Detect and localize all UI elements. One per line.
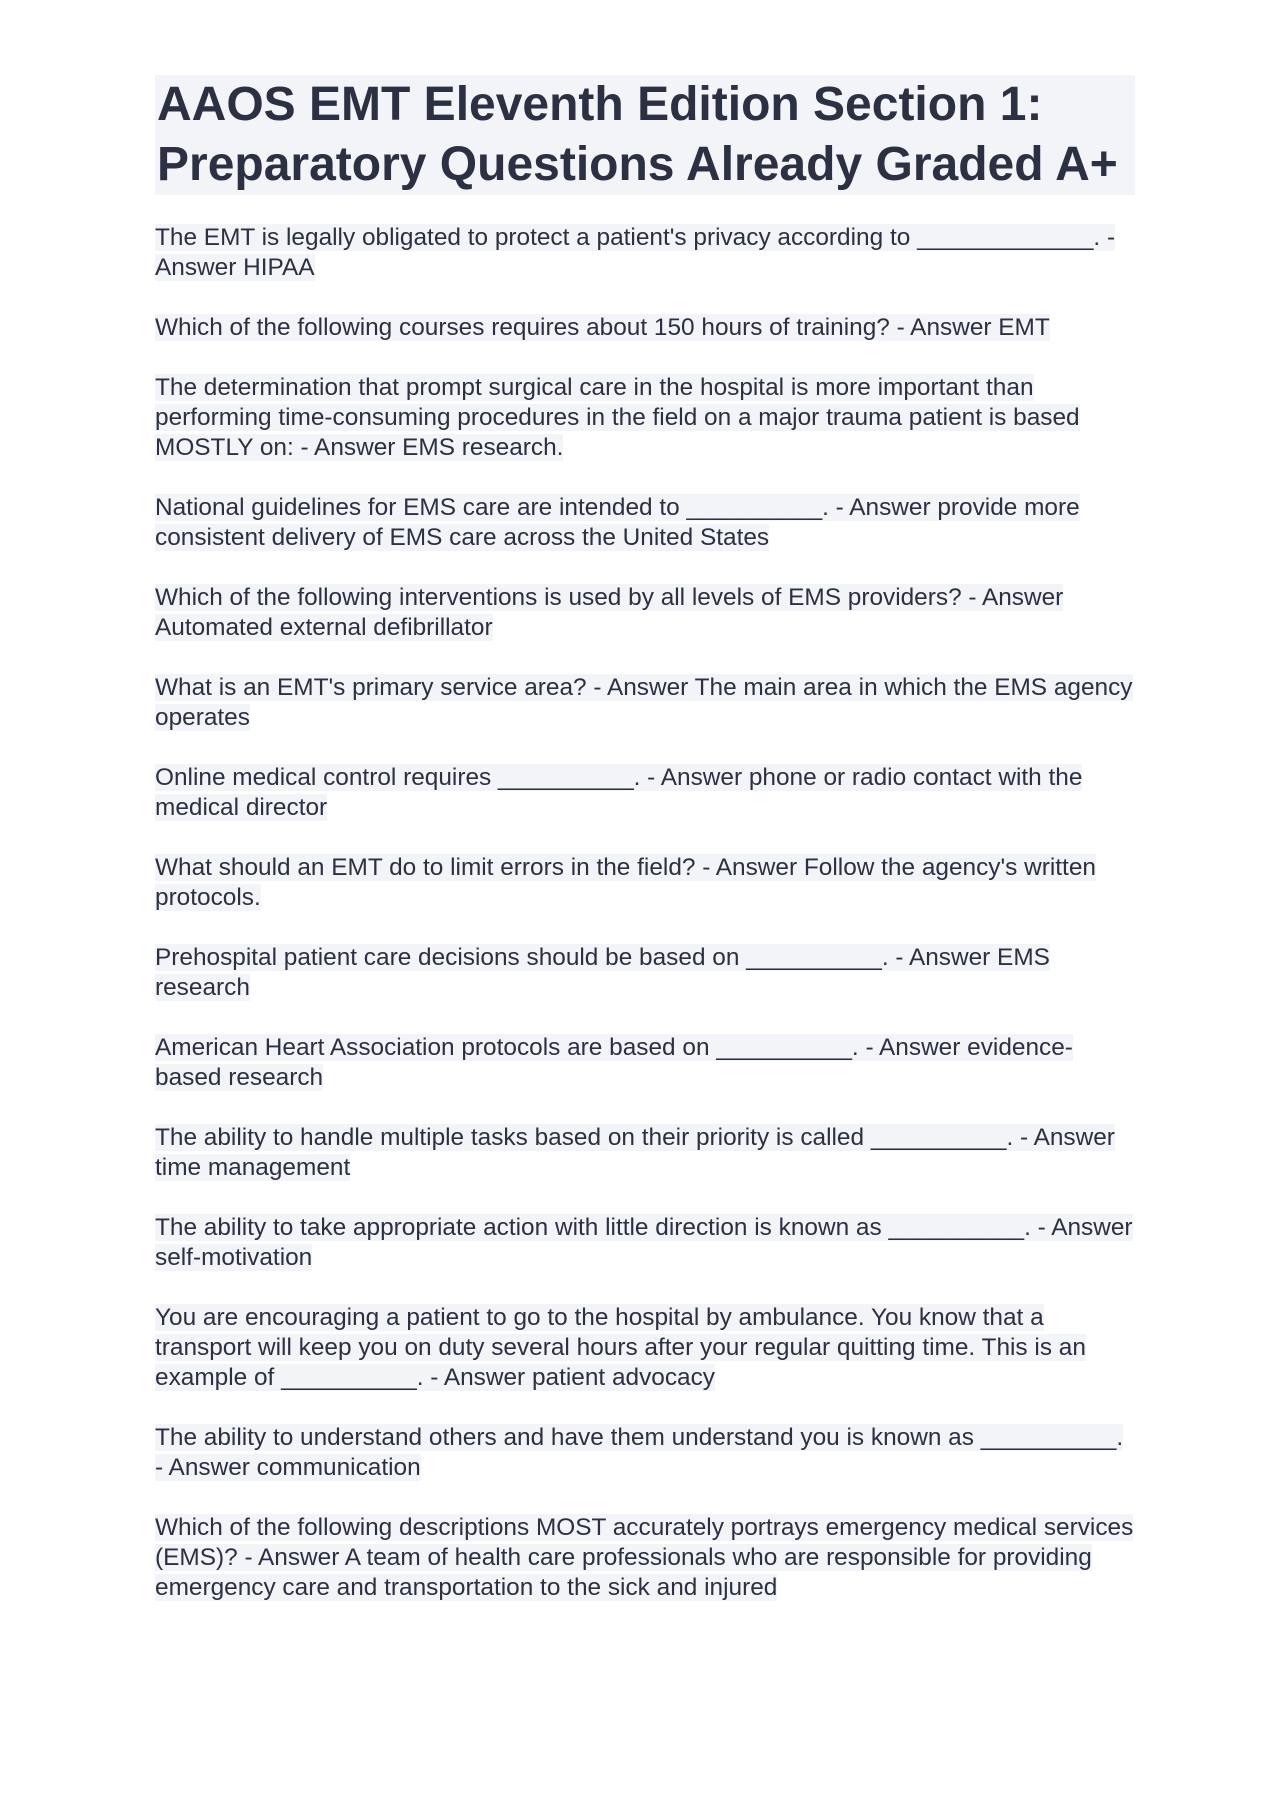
qa-item-9	[155, 943, 1135, 1003]
qa-item-12	[155, 1213, 1135, 1273]
document-title	[155, 75, 1135, 195]
qa-item-text: Which of the following courses requires about 150 hours of training? - Answer EMT	[155, 314, 1050, 341]
qa-item-11	[155, 1123, 1135, 1183]
qa-item-text: The EMT is legally obligated to protect a patient's privacy according to _____________. - Answer HIPAA	[155, 224, 1116, 281]
qa-item-1	[155, 223, 1135, 283]
qa-item-14	[155, 1423, 1135, 1483]
qa-item-text: The determination that prompt surgical care in the hospital is more important than performing time-consuming procedures in the field on a major trauma patient is based MOSTLY on: - Answer EMS research.	[155, 374, 1080, 461]
qa-item-text: Which of the following interventions is used by all levels of EMS providers? - Answer Automated external defibrillator	[155, 584, 1064, 641]
qa-item-text: Which of the following descriptions MOST accurately portrays emergency medical services (EMS)? - Answer A team of health care professionals who are responsible for providing emergency care and transportation to the sick and injured	[155, 1514, 1134, 1601]
qa-item-text: Online medical control requires __________. - Answer phone or radio contact with the medical director	[155, 764, 1083, 821]
document-title-text: AAOS EMT Eleventh Edition Section 1: Preparatory Questions Already Graded A+	[155, 75, 1135, 195]
qa-item-2	[155, 313, 1135, 343]
qa-item-text: The ability to take appropriate action with little direction is known as __________. - Answer self-motivation	[155, 1214, 1133, 1271]
qa-item-7	[155, 763, 1135, 823]
qa-item-text: National guidelines for EMS care are intended to __________. - Answer provide more consistent delivery of EMS care across the United States	[155, 494, 1080, 551]
qa-item-text: Prehospital patient care decisions should be based on __________. - Answer EMS research	[155, 944, 1050, 1001]
qa-item-text: You are encouraging a patient to go to the hospital by ambulance. You know that a transport will keep you on duty several hours after your regular quitting time. This is an example of __________. - Answer patient advocacy	[155, 1304, 1086, 1391]
qa-item-5	[155, 583, 1135, 643]
qa-item-13	[155, 1303, 1135, 1393]
qa-item-text: The ability to understand others and have them understand you is known as __________. - Answer communication	[155, 1424, 1124, 1481]
qa-item-text: American Heart Association protocols are based on __________. - Answer evidence-based research	[155, 1034, 1073, 1091]
qa-item-text: The ability to handle multiple tasks based on their priority is called __________. - Answer time management	[155, 1124, 1115, 1181]
qa-item-6	[155, 673, 1135, 733]
qa-item-4	[155, 493, 1135, 553]
document-page	[155, 75, 1135, 1633]
qa-item-8	[155, 853, 1135, 913]
qa-item-text: What is an EMT's primary service area? - Answer The main area in which the EMS agency operates	[155, 674, 1133, 731]
qa-item-15	[155, 1513, 1135, 1603]
qa-item-10	[155, 1033, 1135, 1093]
qa-item-text: What should an EMT do to limit errors in the field? - Answer Follow the agency's written protocols.	[155, 854, 1096, 911]
qa-item-3	[155, 373, 1135, 463]
